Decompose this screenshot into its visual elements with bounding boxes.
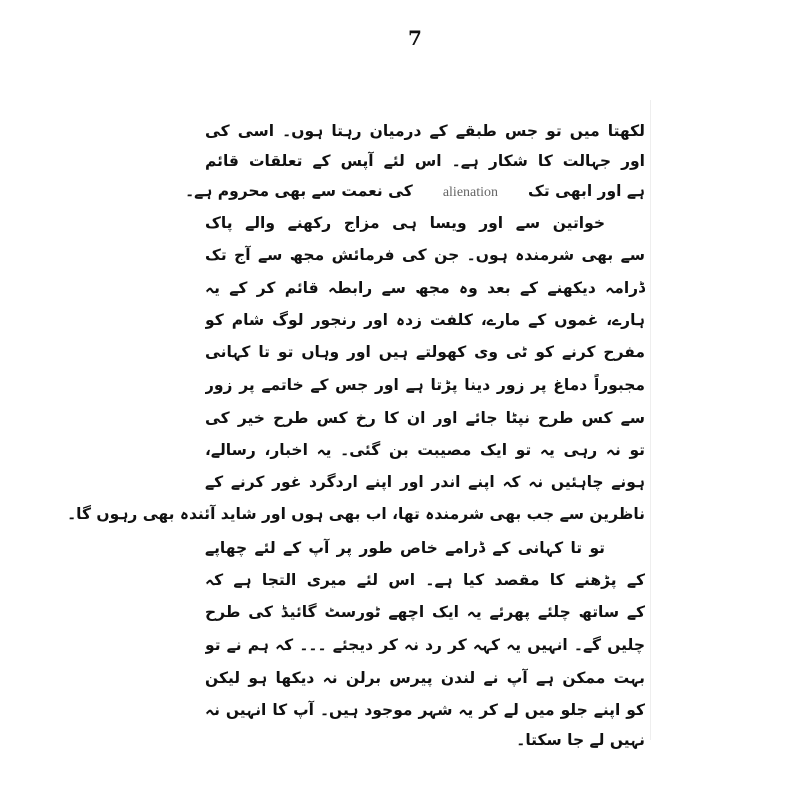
text-line: نہیں لے جا سکتا۔ [516,731,645,749]
text-line: کو اپنے جلو میں لے کر یہ شہر موجود ہیں۔ آپ کا انہیں نہ [205,701,645,719]
text-segment: ہے اور ابھی تک [528,182,645,200]
text-line [185,180,645,204]
text-line: کے پڑھنے کا مقصد کیا ہے۔ اس لئے میری التجا ہے کہ [205,571,645,589]
text-line: مجبوراً دماغ پر زور دینا پڑتا ہے اور جس کے خاتمے پر زور [205,376,645,394]
text-line: بہت ممکن ہے آپ نے لندن پیرس برلن نہ دیکھا ہو لیکن [205,669,645,687]
text-line: اور جہالت کا شکار ہے۔ اس لئے آپس کے تعلقات قائم [205,152,645,170]
text-line: ناظرین سے جب بھی شرمندہ تھا، اب بھی ہوں اور شاید آئندہ بھی رہوں گا۔ [67,505,645,523]
text-line: سے بھی شرمندہ ہوں۔ جن کی فرمائش مجھ سے آج تک [205,246,645,264]
page-number: 7 [408,26,422,50]
text-line: سے کس طرح نپٹا جائے اور ان کا رخ کس طرح خیر کی [205,409,645,427]
text-line: ہونے چاہئیں نہ کہ اپنے اندر اور اپنے اردگرد غور کرنے کے [205,473,645,491]
text-line: تو نہ رہی یہ تو ایک مصیبت بن گئی۔ یہ اخبار، رسالے، [205,441,645,459]
text-line: مفرح کرنے کو ٹی وی کھولتے ہیں اور وہاں تو تا کہانی [205,343,645,361]
scan-edge [650,100,651,740]
paragraph-start-line: تو تا کہانی کے ڈرامے خاص طور پر آپ کے لئے چھاپے [205,539,605,557]
text-line: لکھتا میں تو جس طبقے کے درمیان رہتا ہوں۔ اسی کی [205,122,645,140]
text-line: چلیں گے۔ انہیں یہ کہہ کر رد نہ کر دیجئے ۔۔۔ کہ ہم نے تو [205,636,645,654]
text-segment: کی نعمت سے بھی محروم ہے۔ [185,182,413,200]
text-line: کے ساتھ چلئے پھرئے یہ ایک اچھے ٹورسٹ گائیڈ کی طرح [205,603,645,621]
english-term: alienation [442,185,499,200]
text-line: ڈرامہ دیکھنے کے بعد وہ مجھ سے رابطہ قائم کر کے یہ [205,279,645,297]
text-line: ہارے، غموں کے مارے، کلفت زدہ اور رنجور لوگ شام کو [205,311,645,329]
paragraph-start-line: خواتین سے اور ویسا ہی مزاج رکھنے والے پاک [205,214,605,232]
